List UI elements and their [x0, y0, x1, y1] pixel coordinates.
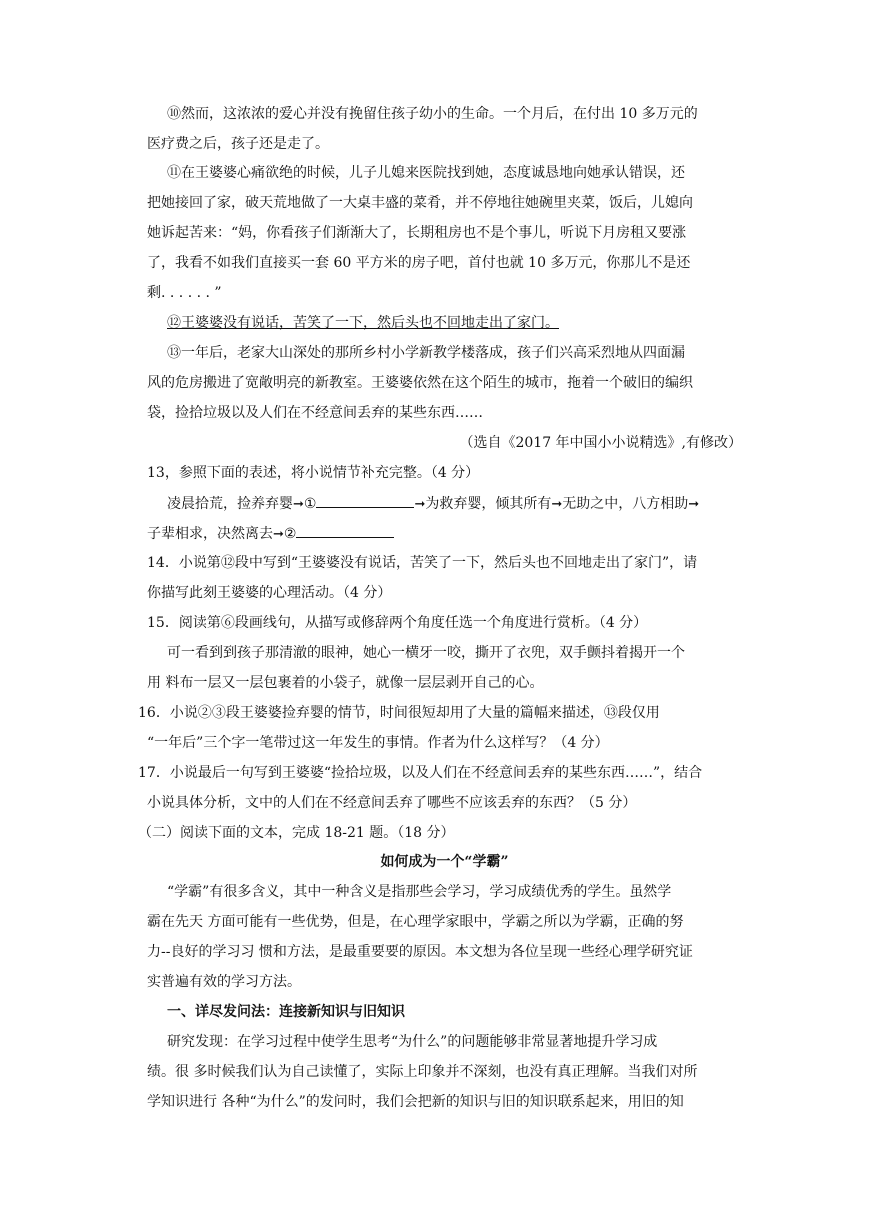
section-2-heading: （二）阅读下面的文本，完成 18-21 题。（18 分）	[138, 825, 455, 841]
paragraph-11-line-4: 了，我看不如我们直接买一套 60 平方米的房子吧，首付也就 10 多万元，你那儿不是还	[147, 255, 691, 271]
question-17-line-2: 小说具体分析，文中的人们在不经意间丢弃了哪些不应该丢弃的东西？（5 分）	[147, 795, 637, 811]
arrow-icon: ➞	[551, 497, 563, 512]
plot-step-a: 凌晨拾荒，捡养弃婴	[167, 496, 293, 512]
paragraph-11-line-1: ⑪在王婆婆心痛欲绝的时候，儿子儿媳来医院找到她，态度诚恳地向她承认错误，还	[167, 165, 685, 181]
arrow-icon: ➞	[688, 497, 700, 512]
intro-line-1: “学霸”有很多含义，其中一种含义是指那些会学习，学习成绩优秀的学生。虽然学	[167, 884, 672, 900]
paragraph-11-line-2: 把她接回了家，破天荒地做了一大桌丰盛的菜肴，并不停地往她碗里夹菜，饭后，儿媳向	[147, 195, 693, 211]
question-14-line-1: 14．小说第⑫段中写到“王婆婆没有说话，苦笑了一下，然后头也不回地走出了家门”，请	[147, 555, 698, 571]
paragraph-10-line-1: ⑩然而，这浓浓的爱心并没有挽留住孩子幼小的生命。一个月后，在付出 10 多万元的	[167, 106, 698, 122]
blank-marker-1: ①	[303, 496, 317, 512]
body-line-2: 绩。很 多时候我们认为自己读懂了，实际上印象并不深刻，也没有真正理解。当我们对所	[147, 1064, 698, 1080]
paragraph-10-line-2: 医疗费之后，孩子还是走了。	[147, 136, 329, 152]
paragraph-12	[167, 313, 742, 333]
answer-blank-1[interactable]	[316, 493, 414, 508]
blank-marker-2: ②	[283, 526, 297, 542]
subheading-1: 一、详尽发问法：连接新知识与旧知识	[167, 1004, 405, 1020]
question-16-line-2: “一年后”三个字一笔带过这一年发生的事情。作者为什么这样写？（4 分）	[147, 735, 609, 751]
answer-blank-2[interactable]	[296, 523, 394, 538]
question-15-prompt: 15．阅读第⑥段画线句，从描写或修辞两个角度任选一个角度进行赏析。（4 分）	[147, 615, 648, 631]
article-title: 如何成为一个“学霸”	[380, 854, 509, 870]
body-line-1: 研究发现：在学习过程中使学生思考“为什么”的问题能够非常显著地提升学习成	[167, 1034, 658, 1050]
intro-line-2: 霸在先天 方面可能有一些优势，但是，在心理学家眼中，学霸之所以为学霸，正确的努	[147, 914, 684, 930]
source-citation: （选自《2017 年中国小小说精选》,有修改）	[459, 435, 742, 451]
plot-step-d: 子辈相求，决然离去	[147, 526, 273, 542]
question-13-prompt: 13，参照下面的表述，将小说情节补充完整。（4 分）	[147, 465, 480, 481]
question-15-quote-line-2: 用 料布一层又一层包裹着的小袋子，就像一层层剥开自己的心。	[147, 675, 544, 691]
paragraph-11-line-5: 剩. . . . . . ”	[147, 285, 222, 301]
arrow-icon: ➞	[293, 497, 304, 512]
paragraph-13-line-3: 袋，捡拾垃圾以及人们在不经意间丢弃的某些东西……	[147, 405, 483, 421]
question-17-line-1: 17．小说最后一句写到王婆婆“捡拾垃圾，以及人们在不经意间丢弃的某些东西……”，结合	[138, 765, 703, 781]
question-14-line-2: 你描写此刻王婆婆的心理活动。（4 分）	[147, 585, 392, 601]
paragraph-12-underlined: ⑫王婆婆没有说话，苦笑了一下，然后头也不回地走出了家门。	[167, 315, 559, 331]
paragraph-13-line-2: 风的危房搬进了宽敞明亮的新教室。王婆婆依然在这个陌生的城市，拖着一个破旧的编织	[147, 375, 693, 391]
plot-step-b: 为救弃婴，倾其所有	[425, 496, 552, 512]
body-line-3: 学知识进行 各种“为什么”的发问时，我们会把新的知识与旧的知识联系起来，用旧的知	[147, 1094, 684, 1110]
question-13-plot-line-1	[167, 493, 742, 515]
arrow-icon: ➞	[273, 527, 284, 542]
intro-line-4: 实普遍有效的学习方法。	[147, 974, 301, 990]
intro-line-3: 力--良好的学习习 惯和方法，是最重要要的原因。本文想为各位呈现一些经心理学研究证	[147, 944, 693, 960]
question-16-line-1: 16．小说②③段王婆婆捡弃婴的情节，时间很短却用了大量的篇幅来描述，⑬段仅用	[138, 705, 660, 721]
paragraph-13-line-1: ⑬一年后，老家大山深处的那所乡村小学新教学楼落成，孩子们兴高采烈地从四面漏	[167, 345, 685, 361]
arrow-icon: ➞	[414, 497, 426, 512]
paragraph-11-line-3: 她诉起苦来：“妈，你看孩子们渐渐大了，长期租房也不是个事儿，听说下月房租又要涨	[147, 225, 687, 241]
plot-step-c: 无助之中，八方相助	[562, 496, 689, 512]
question-13-plot-line-2	[147, 523, 742, 545]
question-15-quote-line-1: 可一看到到孩子那清澈的眼神，她心一横牙一咬，撕开了衣兜，双手颤抖着揭开一个	[167, 645, 685, 661]
